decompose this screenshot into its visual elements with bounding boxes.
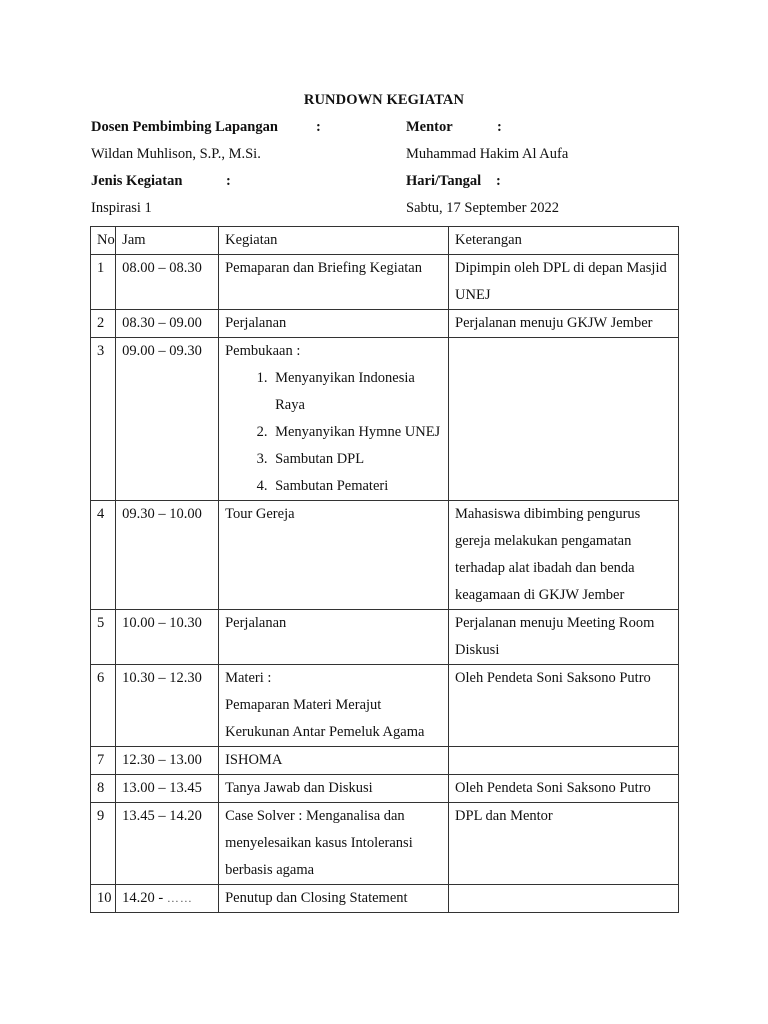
list-item: 2. Menyanyikan Hymne UNEJ — [271, 419, 442, 446]
list-item: 3. Sambutan DPL — [271, 446, 442, 473]
cell-keterangan: Perjalanan menuju Meeting Room Diskusi — [449, 610, 679, 665]
cell-keterangan: Oleh Pendeta Soni Saksono Putro — [449, 665, 679, 747]
cell-no: 3 — [91, 338, 116, 501]
table-row — [91, 747, 679, 775]
cell-no: 1 — [91, 255, 116, 310]
header-row-labels-2 — [91, 173, 691, 195]
mentor-label: Mentor — [406, 119, 453, 135]
header-kegiatan: Kegiatan — [219, 227, 449, 255]
table-row — [91, 885, 679, 913]
materi-label: Materi : — [225, 670, 272, 686]
cell-kegiatan — [219, 665, 449, 747]
hari-value: Sabtu, 17 September 2022 — [406, 200, 560, 216]
cell-jam: 09.30 – 10.00 — [116, 501, 219, 610]
header-row-values-2 — [91, 200, 691, 222]
cell-jam: 13.45 – 14.20 — [116, 803, 219, 885]
cell-jam: 10.00 – 10.30 — [116, 610, 219, 665]
mentor-value: Muhammad Hakim Al Aufa — [406, 146, 569, 162]
document-title: RUNDOWN KEGIATAN — [303, 92, 465, 108]
header-keterangan: Keterangan — [449, 227, 679, 255]
cell-jam: 08.00 – 08.30 — [116, 255, 219, 310]
cell-no: 5 — [91, 610, 116, 665]
cell-kegiatan: Pemaparan dan Briefing Kegiatan — [219, 255, 449, 310]
hari-label: Hari/Tangal — [406, 173, 482, 189]
cell-kegiatan: Perjalanan — [219, 310, 449, 338]
cell-kegiatan: Tour Gereja — [219, 501, 449, 610]
jenis-label: Jenis Kegiatan — [91, 173, 183, 189]
cell-no: 6 — [91, 665, 116, 747]
table-row — [91, 501, 679, 610]
cell-jam: 10.30 – 12.30 — [116, 665, 219, 747]
header-no: No — [91, 227, 116, 255]
cell-keterangan — [449, 885, 679, 913]
cell-kegiatan: Perjalanan — [219, 610, 449, 665]
table-row — [91, 610, 679, 665]
cell-no: 7 — [91, 747, 116, 775]
opening-items-list — [225, 365, 442, 500]
cell-no: 9 — [91, 803, 116, 885]
cell-keterangan — [449, 338, 679, 501]
table-row — [91, 775, 679, 803]
table-row — [91, 665, 679, 747]
dpl-value: Wildan Muhlison, S.P., M.Si. — [91, 146, 261, 162]
cell-keterangan: Mahasiswa dibimbing pengurus gereja melakukan pengamatan terhadap alat ibadah dan benda keagamaan di GKJW Jember — [449, 501, 679, 610]
cell-kegiatan: Case Solver : Menganalisa dan menyelesaikan kasus Intoleransi berbasis agama — [219, 803, 449, 885]
cell-no: 4 — [91, 501, 116, 610]
opening-label: Pembukaan : — [225, 343, 301, 359]
table-header-row — [91, 227, 679, 255]
header-row-values-1 — [91, 146, 691, 168]
cell-kegiatan — [219, 338, 449, 501]
list-item: 1. Menyanyikan Indonesia Raya — [271, 365, 442, 419]
jam-start: 14.20 - — [122, 890, 164, 906]
header-jam: Jam — [116, 227, 219, 255]
cell-jam: 08.30 – 09.00 — [116, 310, 219, 338]
cell-no: 10 — [91, 885, 116, 913]
list-item: 4. Sambutan Pemateri — [271, 473, 442, 500]
cell-keterangan: Dipimpin oleh DPL di depan Masjid UNEJ — [449, 255, 679, 310]
cell-kegiatan: Penutup dan Closing Statement — [219, 885, 449, 913]
cell-jam — [116, 885, 219, 913]
jenis-colon: : — [226, 173, 231, 189]
rundown-table — [90, 226, 679, 913]
table-row — [91, 310, 679, 338]
hari-colon: : — [496, 173, 501, 189]
cell-jam: 09.00 – 09.30 — [116, 338, 219, 501]
header-row-labels-1 — [91, 119, 691, 141]
dpl-colon: : — [316, 119, 321, 135]
cell-keterangan: Perjalanan menuju GKJW Jember — [449, 310, 679, 338]
cell-keterangan: Oleh Pendeta Soni Saksono Putro — [449, 775, 679, 803]
cell-keterangan: DPL dan Mentor — [449, 803, 679, 885]
materi-detail: Pemaparan Materi Merajut Kerukunan Antar Pemeluk Agama — [225, 697, 425, 740]
jam-dots: …… — [166, 891, 193, 905]
cell-no: 2 — [91, 310, 116, 338]
table-row — [91, 255, 679, 310]
dpl-label: Dosen Pembimbing Lapangan — [91, 119, 278, 135]
jenis-value: Inspirasi 1 — [91, 200, 152, 216]
cell-keterangan — [449, 747, 679, 775]
table-row — [91, 338, 679, 501]
cell-kegiatan: Tanya Jawab dan Diskusi — [219, 775, 449, 803]
cell-kegiatan: ISHOMA — [219, 747, 449, 775]
table-row — [91, 803, 679, 885]
cell-no: 8 — [91, 775, 116, 803]
cell-jam: 13.00 – 13.45 — [116, 775, 219, 803]
mentor-colon: : — [497, 119, 502, 135]
cell-jam: 12.30 – 13.00 — [116, 747, 219, 775]
